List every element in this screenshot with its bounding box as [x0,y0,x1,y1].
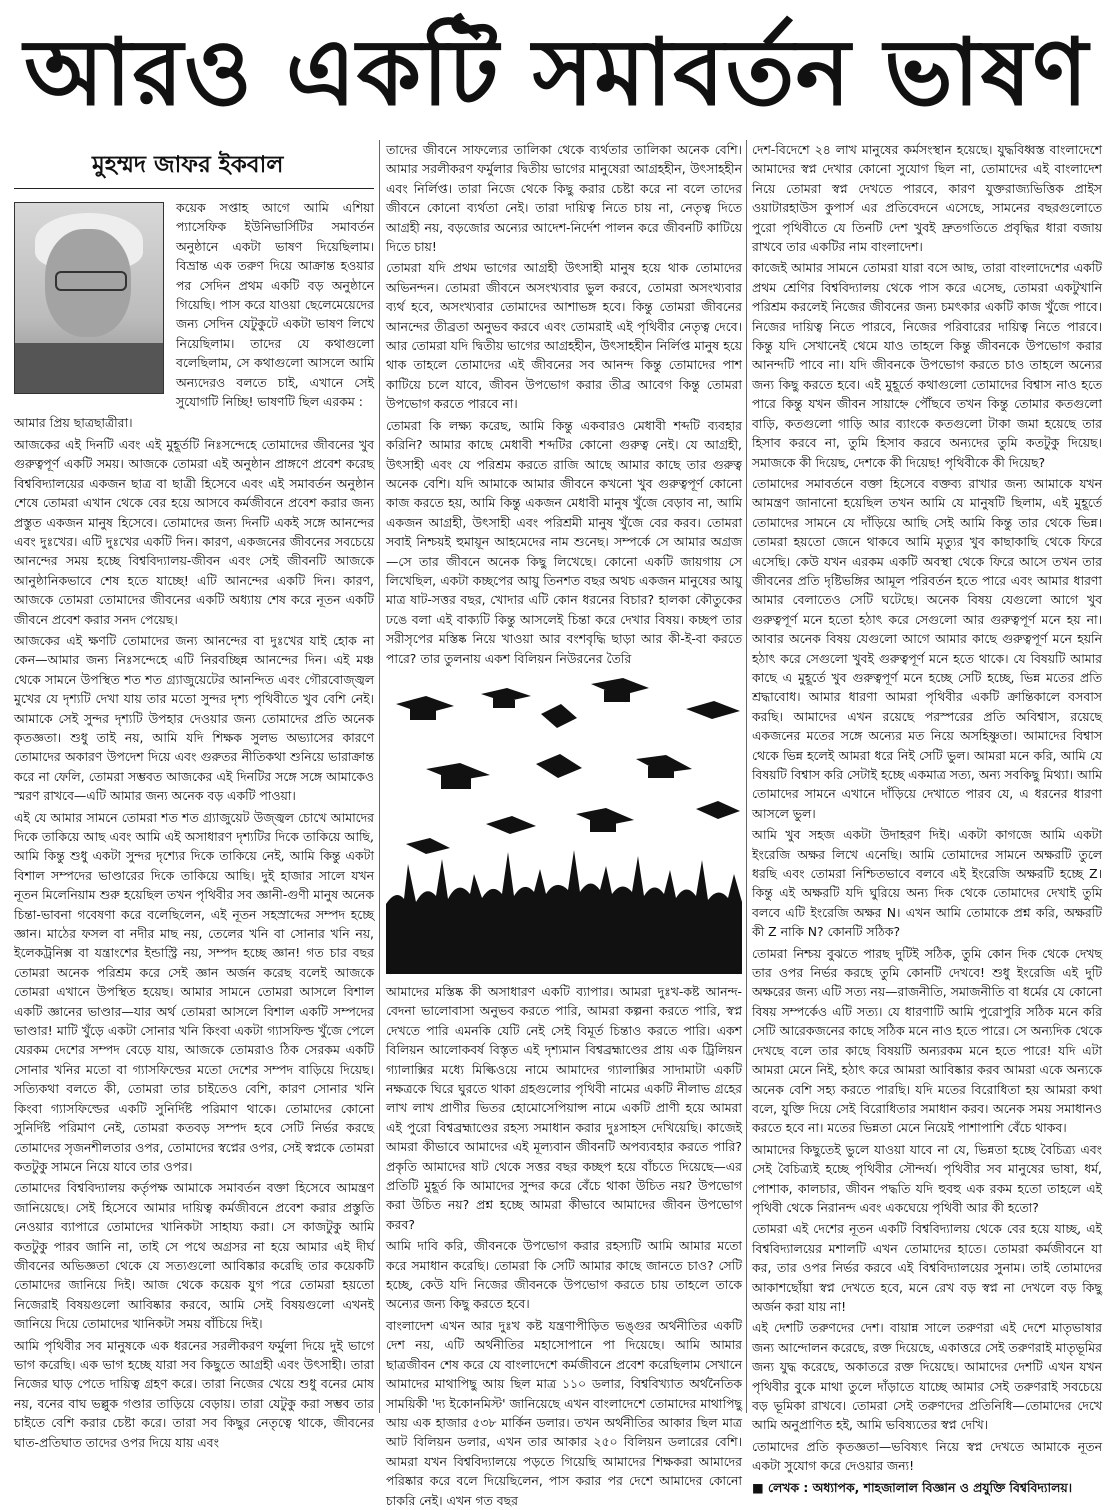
paragraph: তোমরা এই দেশের নূতন একটি বিশ্ববিদ্যালয় থেকে বের হয়ে যাচ্ছ, এই বিশ্ববিদ্যালয়ের মশালটি এখন তোমাদের হাতে। তোমরা কর্মজীবনে যা কর, তার ওপর নির্ভর করবে এই বিশ্ববিদ্যালয়ের সুনাম। তাই তোমাদের আকাশছোঁয়া স্বপ্ন দেখতে হবে, মনে রেখ বড় স্বপ্ন না দেখলে বড় কিছু অর্জন করা যায় না! [752,1221,1102,1314]
paragraph: তোমরা নিশ্চয় বুঝতে পারছ দুটিই সঠিক, তুমি কোন দিক থেকে দেখছ তার ওপর নির্ভর করছে তুমি কোনটি দেখবে! শুধু ইংরেজি এই দুটি অক্ষরের জন্য এটি সত্য নয়—রাজনীতি, সমাজনীতি বা ধর্মের যে কোনো বিষয় সম্পর্কেও এটি সত্য। যে ধারণাটি আমি পুরোপুরি সঠিক মনে করি সেটি আরেকজনের কাছে সঠিক মনে নাও হতে পারে। সে অন্যদিক থেকে দেখছে বলে তার কাছে বিষয়টি অন্যরকম মনে হতে পারে! যদি এটা আমরা মেনে নিই, হঠাৎ করে আমরা আবিষ্কার করব আমরা একে অন্যকে অনেক বেশি সহ্য করতে পারছি। যদি মতের বিরোধিতা হয় আমরা কথা বলে, যুক্তি দিয়ে সেই বিরোধিতার সমাধান করব। অনেক সময় সমাধানও করতে হবে না। মতের ভিন্নতা মেনে নিয়েই পাশাপাশি বেঁচে থাকব। [752,945,1102,1136]
article-column-1 [14,198,374,1450]
column-divider [746,140,747,1413]
paragraph: আমাদের মস্তিষ্ক কী অসাধারণ একটি ব্যাপার। আমরা দুঃখ-কষ্ট আনন্দ-বেদনা ভালোবাসা অনুভব করতে পারি, আমরা কল্পনা করতে পারি, স্বপ্ন দেখতে পারি এমনকি যেটি নেই সেই বিমূর্ত চিন্তাও করতে পারি। একশ বিলিয়ন আলোকবর্ষ বিস্তৃত এই দৃশ্যমান বিশ্বব্রহ্মাণ্ডের প্রায় এক ট্রিলিয়ন গ্যালাক্সির মধ্যে মিল্কিওয়ে নামে আমাদের গ্যালাক্সির সাদামাটা একটি নক্ষত্রকে ঘিরে ঘুরতে থাকা গ্রহগুলোর পৃথিবী নামের একটি নীলাভ গ্রহের লাখ লাখ প্রাণীর ভিতর হোমোসেপিয়ান্স নামে একটি প্রাণী হয়ে আমরা এই পুরো বিশ্বব্রহ্মাণ্ডের রহস্য সমাধান করার দুঃসাহস দেখিয়েছি। কাজেই আমরা কীভাবে আমাদের এই মূল্যবান জীবনটি অপব্যবহার করতে পারি? প্রকৃতি আমাদের ষাট থেকে সত্তর বছর কচ্ছপ হয়ে বাঁচতে দিয়েছে—এর প্রতিটি মুহূর্ত কি আমাদের সুন্দর করে বেঁচে থাকা উচিত নয়? উপভোগ করা উচিত নয়? প্রশ্ন হচ্ছে আমরা কীভাবে আমাদের জীবন উপভোগ করব? [386,983,742,1232]
paragraph: আমি খুব সহজ একটা উদাহরণ দিই। একটা কাগজে আমি একটা ইংরেজি অক্ষর লিখে এনেছি। আমি তোমাদের সামনে অক্ষরটি তুলে ধরছি এবং তোমরা নিশ্চিতভাবে বলবে এই ইংরেজি অক্ষরটি হচ্ছে Z। কিন্তু এই অক্ষরটি যদি ঘুরিয়ে অন্য দিক থেকে তোমাদের দেখাই তুমি বলবে এটি ইংরেজি অক্ষর N। এখন আমি তোমাকে প্রশ্ন করি, অক্ষরটি কী Z নাকি N? কোনটি সঠিক? [752,827,1102,940]
paragraph: তোমরা যদি প্রথম ভাগের আগ্রহী উৎসাহী মানুষ হয়ে থাক তোমাদের অভিনন্দন। তোমরা জীবনে অসংখ্যবার ভুল করবে, তোমরা অসংখ্যবার ব্যর্থ হবে, অসংখ্যবার তোমাদের আশাভঙ্গ হবে। কিন্তু তোমরা জীবনের আনন্দের তীব্রতা অনুভব করবে এবং তোমরাই এই পৃথিবীর নেতৃত্ব দেবে। আর তোমরা যদি দ্বিতীয় ভাগের আগ্রহহীন, উৎসাহহীন নির্লিপ্ত মানুষ হয়ে থাক তাহলে তোমাদের এই জীবনের সব আনন্দ কিন্তু তোমাদের পাশ কাটিয়ে চলে যাবে, জীবন উপভোগ করার তীব্র আবেগ কিন্তু তোমরা উপভোগ করতে পারবে না। [386,260,742,412]
article-column-3 [752,140,1102,1495]
author-photo [14,202,164,394]
paragraph: দেশ-বিদেশে ২৪ লাখ মানুষের কর্মসংস্থান হয়েছে। যুদ্ধবিধ্বস্ত বাংলাদেশে আমাদের স্বপ্ন দেখার কোনো সুযোগ ছিল না, তোমাদের এই বাংলাদেশ নিয়ে তোমরা স্বপ্ন দেখতে পারবে, কারণ যুক্তরাজ্যভিত্তিক প্রাইস ওয়াটারহাউস কুপার্স এর প্রতিবেদনে এসেছে, সামনের বছরগুলোতে পুরো পৃথিবীতে যে তিনটি দেশ খুবই দ্রুতগতিতে প্রবৃদ্ধির ধারা বজায় রাখবে তার একটির নাম বাংলাদেশ। [752,142,1102,255]
column-divider [379,140,380,1413]
paragraph: আমি দাবি করি, জীবনকে উপভোগ করার রহস্যটি আমি আমার মতো করে সমাধান করেছি। তোমরা কি সেটি আমার কাছে জানতে চাও? সেটি হচ্ছে, কেউ যদি নিজের জীবনকে উপভোগ করতে চায় তাহলে তাকে অন্যের জন্য কিছু করতে হবে। [386,1238,742,1312]
author-note: ■ লেখক : অধ্যাপক, শাহজালাল বিজ্ঞান ও প্রযুক্তি বিশ্ববিদ্যালয়। [752,1479,1073,1495]
paragraph: কাজেই আমার সামনে তোমরা যারা বসে আছ, তারা বাংলাদেশের একটি প্রথম শ্রেণির বিশ্ববিদ্যালয় থেকে পাস করে এসেছ, তোমরা একটুখানি পরিশ্রম করলেই নিজের জীবনের জন্য চমৎকার একটি কাজ খুঁজে পাবে। নিজের দায়িত্ব নিতে পারবে, নিজের পরিবারের দায়িত্ব নিতে পারবে। কিন্তু যদি সেখানেই থেমে যাও তাহলে কিন্তু জীবনকে উপভোগ করার আনন্দটি পাবে না। যদি জীবনকে উপভোগ করতে চাও তাহলে অন্যের জন্য কিছু করতে হবে। এই মুহূর্তে কথাগুলো তোমাদের বিশ্বাস নাও হতে পারে কিন্তু যখন জীবন সায়াহ্নে পৌঁছবে তখন কিন্তু তোমার কতগুলো বাড়ি, কতগুলো গাড়ি আর ব্যাংকে কতগুলো টাকা জমা হয়েছে তার হিসাব করবে না, তুমি হিসাব করবে অন্যদের তুমি কতটুকু দিয়েছ। সমাজকে কী দিয়েছ, দেশকে কী দিয়েছ! পৃথিবীকে কী দিয়েছ? [752,260,1102,470]
article-column-2 [386,140,742,1508]
graduation-illustration [386,674,742,974]
paragraph: আমাদের কিছুতেই ভুলে যাওয়া যাবে না যে, ভিন্নতা হচ্ছে বৈচিত্র্য এবং সেই বৈচিত্র্যই হচ্ছে পৃথিবীর সৌন্দর্য। পৃথিবীর সব মানুষের ভাষা, ধর্ম, পোশাক, কালচার, জীবন পদ্ধতি যদি হুবহু এক রকম হতো তাহলে এই পৃথিবী থেকে নিরানন্দ এবং একঘেয়ে পৃথিবী আর কী হতো? [752,1141,1102,1215]
paragraph: কয়েক সপ্তাহ আগে আমি এশিয়া প্যাসেফিক ইউনিভার্সিটির সমাবর্তন অনুষ্ঠানে একটা ভাষণ দিয়েছিলাম। বিভ্রান্ত এক তরুণ দিয়ে আক্রান্ত হওয়ার পর সেদিন প্রথম একটি বড় অনুষ্ঠানে গিয়েছি। পাস করে যাওয়া ছেলেমেয়েদের জন্য সেদিন যেটুকুটে একটা ভাষণ লিখে নিয়েছিলাম। তাদের যে কথাগুলো বলেছিলাম, সে কথাগুলো আসলে আমি অন্যদেরও বলতে চাই, এখানে সেই সুযোগটি নিচ্ছি! ভাষণটি ছিল এরকম : [176,200,374,410]
paragraph: আজকের এই দিনটি এবং এই মুহূর্তটি নিঃসন্দেহে তোমাদের জীবনের খুব গুরুত্বপূর্ণ একটি সময়। আজকে তোমরা এই অনুষ্ঠান প্রাঙ্গণে প্রবেশ করেছ বিশ্ববিদ্যালয়ের একজন ছাত্র বা ছাত্রী হিসেবে এবং এই সমাবর্তন অনুষ্ঠান শেষে তোমরা এখান থেকে বের হয়ে আসবে কর্মজীবনে প্রবেশ করার জন্য প্রস্তুত একজন মানুষ হিসেবে। তোমাদের জন্য দিনটি একই সঙ্গে আনন্দের এবং দুঃখের। এটি দুঃখের একটি দিন। কারণ, একজনের জীবনের সবচেয়ে আনন্দের সময় হচ্ছে বিশ্ববিদ্যালয়-জীবন এবং সেই জীবনটি আজকে আনুষ্ঠানিকভাবে শেষ হতে যাচ্ছে! এটি আনন্দের একটি দিন। কারণ, আজকে তোমরা তোমাদের জীবনের একটি অধ্যায় শেষ করে নূতন একটি জীবনে প্রবেশ করার সনদ পেয়েছ। [14,436,374,627]
paragraph: আজকের এই ক্ষণটি তোমাদের জন্য আনন্দের বা দুঃখের যাই হোক না কেন—আমার জন্য নিঃসন্দেহে এটি নিরবচ্ছিন্ন আনন্দের দিন। এই মঞ্চ থেকে সামনে উপস্থিত শত শত গ্র্যাজুয়েটের আনন্দিত এবং গৌরবোজ্জ্বল মুখের যে দৃশ্যটি দেখা যায় তার মতো সুন্দর দৃশ্য পৃথিবীতে খুব বেশি নেই। আমাকে সেই সুন্দর দৃশ্যটি উপহার দেওয়ার জন্য তোমাদের প্রতি অনেক কৃতজ্ঞতা। শুধু তাই নয়, আমি যদি শিক্ষক সুলভ অভ্যাসের কারণে তোমাদের অকারণ উপদেশ দিয়ে এবং গুরুতর নীতিকথা শুনিয়ে ভারাক্রান্ত করে না ফেলি, তোমরা সম্ভবত আজকের এই দিনটির সঙ্গে সঙ্গে আমাকেও স্মরণ রাখবে—এটি আমার জন্য অনেক বড় একটি পাওয়া। [14,632,374,804]
headline: আরও একটি সমাবর্তন ভাষণ [24,19,1089,126]
paragraph: তোমাদের সমাবর্তনে বক্তা হিসেবে বক্তব্য রাখার জন্য আমাকে যখন আমন্ত্রণ জানানো হয়েছিল তখন আমি যে মানুষটি ছিলাম, এই মুহূর্তে তোমাদের সামনে যে দাঁড়িয়ে আছি সেই আমি কিন্তু তার থেকে ভিন্ন। তোমরা হয়তো জেনে থাকবে আমি মৃত্যুর খুব কাছাকাছি থেকে ফিরে এসেছি। কেউ যখন এরকম একটি অবস্থা থেকে ফিরে আসে তখন তার জীবনের প্রতি দৃষ্টিভঙ্গির আমূল পরিবর্তন হতে পারে এবং আমার ধারণা আমার বেলাতেও সেটি ঘটেছে। অনেক বিষয় যেগুলো আগে খুব গুরুত্বপূর্ণ মনে হতো হঠাৎ করে সেগুলো আর গুরুত্বপূর্ণ মনে হয় না। আবার অনেক বিষয় যেগুলো আগে আমার কাছে গুরুত্বপূর্ণ মনে হয়নি হঠাৎ করে সেগুলো খুবই গুরুত্বপূর্ণ মনে হতে থাকে। যে বিষয়টি আমার কাছে এ মুহূর্তে খুব গুরুত্বপূর্ণ মনে হচ্ছে সেটি হচ্ছে, ভিন্ন মতের প্রতি শ্রদ্ধাবোধ। আমার ধারণা আমরা পৃথিবীর একটি ক্রান্তিকালে বসবাস করছি। আমাদের এখন রয়েছে পরস্পরের প্রতি অবিশ্বাস, রয়েছে একজনের মতের সঙ্গে অন্যের মত নিয়ে অসহিষ্ণুতা। আমাদের বিশ্বাস থেকে ভিন্ন হলেই আমরা ধরে নিই সেটি ভুল। আমরা মনে করি, আমি যে বিষয়টি বিশ্বাস করি সেটাই হচ্ছে একমাত্র সত্য, অন্য সবকিছু মিথ্যা। আমি তোমাদের সামনে এখানে দাঁড়িয়ে দেখাতে পারব যে, এ ধরনের ধারণা আসলে ভুল। [752,475,1102,821]
salutation: আমার প্রিয় ছাত্রছাত্রীরা। [14,415,133,431]
byline-author: মুহম্মদ জাফর ইকবাল [92,152,284,178]
paragraph: বাংলাদেশ এখন আর দুঃখ কষ্ট যন্ত্রণাপীড়িত ভঙ্গুর অর্থনীতির একটি দেশ নয়, এটি অর্থনীতির মহাসোপানে পা দিয়েছে। আমি আমার ছাত্রজীবন শেষ করে যে বাংলাদেশে কর্মজীবনে প্রবেশ করেছিলাম সেখানে আমাদের মাথাপিছু আয় ছিল মাত্র ১১০ ডলার, বিশ্ববিখ্যাত অর্থনৈতিক সাময়িকী 'দ্য ইকোনমিস্ট' জানিয়েছে এখন বাংলাদেশে তোমাদের মাথাপিছু আয় এক হাজার ৫৩৮ মার্কিন ডলার। তখন অর্থনীতির আকার ছিল মাত্র আট বিলিয়ন ডলার, এখন তার আকার ২৫০ বিলিয়ন ডলারের বেশি। আমরা যখন বিশ্ববিদ্যালয়ে পড়তে গিয়েছি আমাদের শিক্ষকরা আমাদের পরিষ্কার করে বলে দিয়েছিলেন, পাস করার পর দেশে আমাদের কোনো চাকরি নেই। এখন গত বছর [386,1317,742,1508]
paragraph: এই যে আমার সামনে তোমরা শত শত গ্র্যাজুয়েট উজ্জ্বল চোখে আমাদের দিকে তাকিয়ে আছ এবং আমি এই অসাধারণ দৃশ্যটির দিকে তাকিয়ে আছি, আমি কিন্তু শুধু একটা সুন্দর দৃশ্যের দিকে তাকিয়ে নেই, আমি কিন্তু একটা বিশাল সম্পদের ভাণ্ডারের দিকে তাকিয়ে আছি। দুই হাজার সালে যখন নূতন মিলেনিয়াম শুরু হয়েছিল তখন পৃথিবীর সব জ্ঞানী-গুণী মানুষ অনেক চিন্তা-ভাবনা গবেষণা করে বলেছিলেন, এই নূতন সহস্রাব্দের সম্পদ হচ্ছে জ্ঞান। মাঠের ফসল বা নদীর মাছ নয়, তেলের খনি বা সোনার খনি নয়, ইলেকট্রনিক্স বা যন্ত্রাংশের ইন্ডাস্ট্রি নয়, সম্পদ হচ্ছে জ্ঞান! গত চার বছর তোমরা অনেক পরিশ্রম করে সেই জ্ঞান অর্জন করেছ বলেই আজকে তোমরা এখানে উপস্থিত হয়েছ। আমার সামনে তোমরা আসলে বিশাল একটি জ্ঞানের ভাণ্ডার—যার অর্থ তোমরা আসলে বিশাল একটি সম্পদের ভাণ্ডার! মাটি খুঁড়ে একটা সোনার খনি কিংবা একটা গ্যাসফিল্ড খুঁজে পেলে যেরকম দেশের সম্পদ বেড়ে যায়, আজকে তোমরাও ঠিক সেরকম একটি সোনার খনির মতো বা গ্যাসফিল্ডের মতো দেশের সম্পদ বাড়িয়ে দিয়েছ। সত্যিকথা বলতে কী, তোমরা তার চাইতেও বেশি, কারণ সোনার খনি কিংবা গ্যাসফিল্ডের একটি সুনির্দিষ্ট পরিমাণ থাকে। তোমাদের কোনো সুনির্দিষ্ট পরিমাণ নেই, তোমরা কতবড় সম্পদ হবে সেটি নির্ভর করছে তোমাদের সৃজনশীলতার ওপর, তোমাদের স্বপ্নের ওপর, সেই স্বপ্নকে তোমরা কতটুকু সামনে নিয়ে যাবে তার ওপর। [14,809,374,1174]
paragraph: তোমাদের প্রতি কৃতজ্ঞতা—ভবিষ্যৎ নিয়ে স্বপ্ন দেখতে আমাকে নূতন একটা সুযোগ করে দেওয়ার জন্য! [752,1438,1102,1474]
paragraph: তোমরা কি লক্ষ্য করেছ, আমি কিন্তু একবারও মেধাবী শব্দটি ব্যবহার করিনি? আমার কাছে মেধাবী শব্দটির কোনো গুরুত্ব নেই। যে আগ্রহী, উৎসাহী এবং যে পরিশ্রম করতে রাজি আছে আমার কাছে তার গুরুত্ব অনেক বেশি। যদি আমাকে আমার জীবনে কখনো খুব গুরুত্বপূর্ণ কোনো কাজ করতে হয়, আমি কিন্তু একজন মেধাবী মানুষ খুঁজে বেড়াব না, আমি একজন আগ্রহী, উৎসাহী এবং পরিশ্রমী মানুষ খুঁজে বের করব। তোমরা সবাই নিশ্চয়ই হুমায়ূন আহমেদের নাম শুনেছ। সম্পর্কে সে আমার অগ্রজ—সে তার জীবনে অনেক কিছু লিখেছে। কোনো একটি জায়গায় সে লিখেছিল, একটা কচ্ছপের আয়ু তিনশত বছর অথচ একজন মানুষের আয়ু মাত্র ষাট-সত্তর বছর, খোদার এটি কোন ধরনের বিচার? হালকা কৌতুকের ঢঙে বলা এই বাক্যটি কিন্তু আসলেই চিন্তা করে দেখার বিষয়। কচ্ছপ তার সরীসৃপের মস্তিষ্ক নিয়ে খাওয়া আর বংশবৃদ্ধি ছাড়া আর কী-ই-বা করতে পারে? তার তুলনায় একশ বিলিয়ন নিউরনের তৈরি [386,417,742,666]
byline-divider [14,188,374,189]
paragraph: এই দেশটি তরুণদের দেশ। বায়ান্ন সালে তরুণরা এই দেশে মাতৃভাষার জন্য আন্দোলন করেছে, রক্ত দিয়েছে, একাত্তরে সেই তরুণরাই মাতৃভূমির জন্য যুদ্ধ করেছে, অকাতরে রক্ত দিয়েছে। আমাদের দেশটি এখন যখন পৃথিবীর বুকে মাথা তুলে দাঁড়াতে যাচ্ছে আমার সেই তরুণরাই সবচেয়ে বড় ভূমিকা রাখবে। তোমরা সেই তরুণদের প্রতিনিধি—তোমাদের দেখে আমি অনুপ্রাণিত হই, আমি ভবিষ্যতের স্বপ্ন দেখি। [752,1320,1102,1433]
paragraph: আমি পৃথিবীর সব মানুষকে এক ধরনের সরলীকরণ ফর্মুলা দিয়ে দুই ভাগে ভাগ করেছি। এক ভাগ হচ্ছে যারা সব কিছুতে আগ্রহী এবং উৎসাহী। তারা নিজের ঘাড় পেতে দায়িত্ব গ্রহণ করে। তারা নিজের খেয়ে শুধু বনের মোষ নয়, বনের বাঘ ভল্লুক গণ্ডার তাড়িয়ে বেড়ায়। তারা যেটুকু করা সম্ভব তার চাইতে বেশি করার চেষ্টা করে। তারা সব কিছুর নেতৃত্বে থাকে, জীবনের ঘাত-প্রতিঘাত তাদের ওপর দিয়ে যায় এবং [14,1337,374,1450]
paragraph: তাদের জীবনে সাফল্যের তালিকা থেকে ব্যর্থতার তালিকা অনেক বেশি। আমার সরলীকরণ ফর্মুলার দ্বিতীয় ভাগের মানুষেরা আগ্রহহীন, উৎসাহহীন এবং নির্লিপ্ত। তারা নিজে থেকে কিছু করার চেষ্টা করে না বলে তাদের জীবনে কোনো ব্যর্থতা নেই। তারা দায়িত্ব নিতে চায় না, নেতৃত্ব দিতে আগ্রহী নয়, বড়জোর অন্যের আদেশ-নির্দেশ পালন করে জীবনটি কাটিয়ে দিতে চায়! [386,142,742,255]
paragraph: তোমাদের বিশ্ববিদ্যালয় কর্তৃপক্ষ আমাকে সমাবর্তন বক্তা হিসেবে আমন্ত্রণ জানিয়েছে। সেই হিসেবে আমার দায়িত্ব কর্মজীবনে প্রবেশ করার প্রস্তুতি নেওয়ার ব্যাপারে তোমাদের খানিকটা সাহায্য করা। সে কাজটুকু আমি কতটুকু পারব জানি না, তাই সে পথে অগ্রসর না হয়ে আমার এই দীর্ঘ জীবনের অভিজ্ঞতা থেকে যে সত্যগুলো আবিষ্কার করেছি তার কয়েকটি তোমাদের জানিয়ে দিই। আজ থেকে কয়েক যুগ পরে তোমরা হয়তো নিজেরাই বিষয়গুলো আবিষ্কার করবে, আমি সেই বিষয়গুলো এখনই জানিয়ে দিয়ে তোমাদের খানিকটা সময় বাঁচিয়ে দিই। [14,1180,374,1332]
